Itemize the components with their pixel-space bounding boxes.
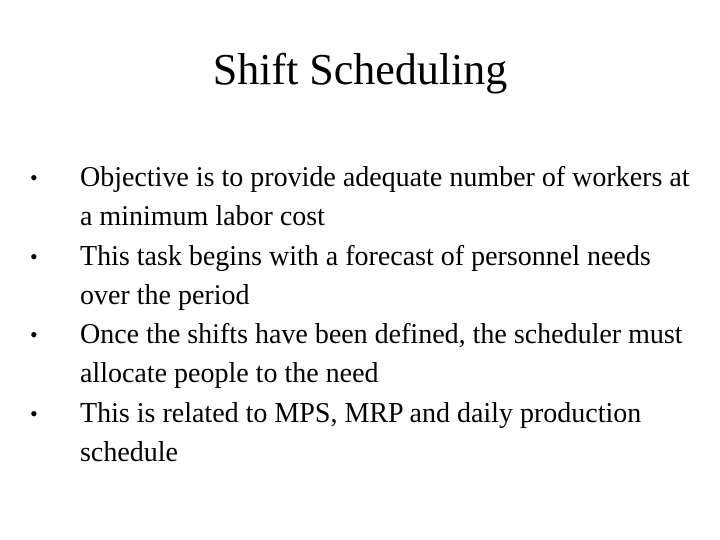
bullet-text: Objective is to provide adequate number of workers at a minimum labor cost	[80, 162, 690, 233]
bullet-item	[30, 394, 690, 473]
bullet-icon: •	[30, 165, 38, 190]
bullet-item	[30, 237, 690, 316]
bullet-icon: •	[30, 243, 38, 269]
bullet-text: This task begins with a forecast of personnel needs over the period	[80, 240, 651, 311]
bullet-list	[30, 158, 690, 472]
bullet-item	[30, 315, 690, 394]
bullet-text: This is related to MPS, MRP and daily production schedule	[80, 397, 642, 469]
bullet-text: Once the shifts have been defined, the scheduler must allocate people to the need	[80, 319, 683, 390]
bullet-icon: •	[30, 400, 38, 426]
slide-title: Shift Scheduling	[212, 45, 508, 94]
bullet-item	[30, 158, 690, 237]
bullet-icon: •	[30, 322, 38, 348]
